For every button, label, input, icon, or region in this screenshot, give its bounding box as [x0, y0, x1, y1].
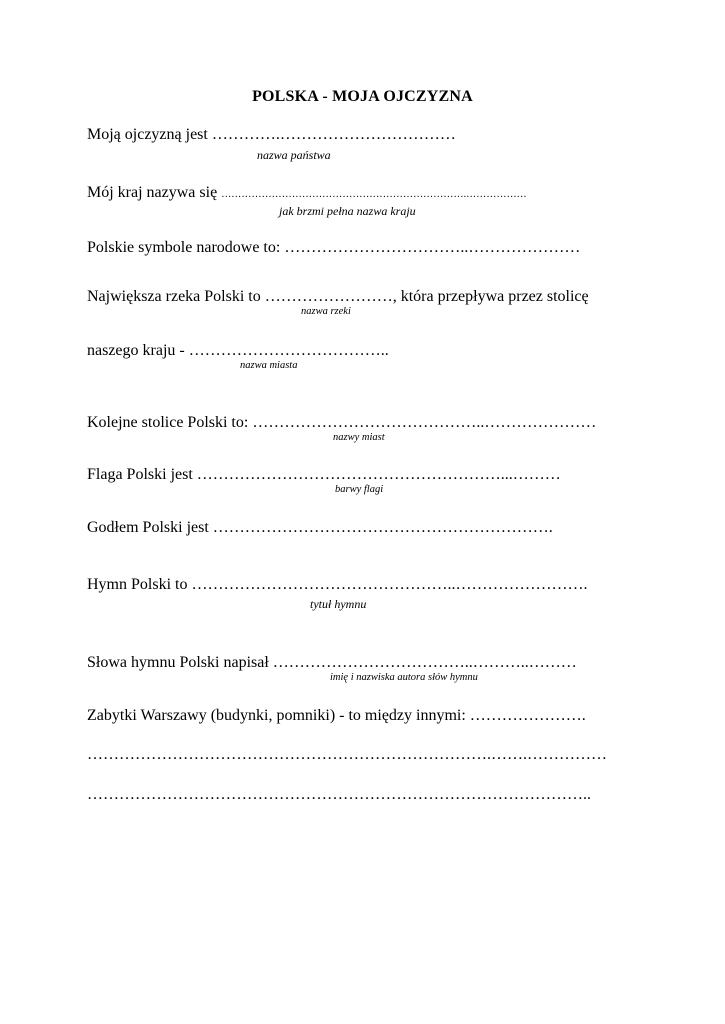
page-title: POLSKA - MOJA OJCZYZNA — [252, 88, 473, 105]
line-stolica: naszego kraju - ……………………………….. — [87, 342, 389, 359]
hint-pelna-nazwa-kraju: jak brzmi pełna nazwa kraju — [279, 204, 416, 218]
hint-nazwa-panstwa: nazwa państwa — [257, 148, 331, 162]
line-najwieksza-rzeka: Największa rzeka Polski to ……………………, która przepływa przez stolicę — [87, 288, 589, 305]
line-symbole-narodowe: Polskie symbole narodowe to: ……………………………..………………… — [87, 239, 581, 256]
hint-nazwy-miast: nazwy miast — [333, 432, 385, 443]
line-nazwa-kraju-label: Mój kraj nazywa się — [87, 184, 222, 201]
line-hymn: Hymn Polski to …………………………………………..……………………. — [87, 576, 588, 593]
hint-tytul-hymnu: tytuł hymnu — [310, 597, 367, 611]
hint-nazwa-rzeki: nazwa rzeki — [301, 306, 351, 317]
line-kolejne-stolice: Kolejne stolice Polski to: ……………………………………..………………… — [87, 414, 597, 431]
hint-autor-slow-hymnu: imię i nazwiska autora słów hymnu — [330, 672, 478, 683]
line-autor-hymnu: Słowa hymnu Polski napisał ………………………………..………..……… — [87, 654, 577, 671]
line-nazwa-kraju-dots: ……………………………………………………………….……………… — [221, 189, 527, 200]
line-dotted-2: ………………………………………………………………………………….. — [87, 786, 591, 803]
line-ojczyzna: Moją ojczyzną jest ………….…………………………… — [87, 126, 456, 143]
hint-nazwa-miasta: nazwa miasta — [240, 360, 298, 371]
hint-barwy-flagi: barwy flagi — [335, 484, 384, 495]
line-dotted-1: ………………………………………………………………….…….…………… — [87, 746, 607, 763]
line-flaga: Flaga Polski jest …………………………………………………...……… — [87, 466, 561, 483]
line-zabytki: Zabytki Warszawy (budynki, pomniki) - to między innymi: …………………. — [87, 707, 586, 724]
line-godlo: Godłem Polski jest ………………………………………………………. — [87, 519, 553, 536]
line-nazwa-kraju — [87, 184, 527, 202]
